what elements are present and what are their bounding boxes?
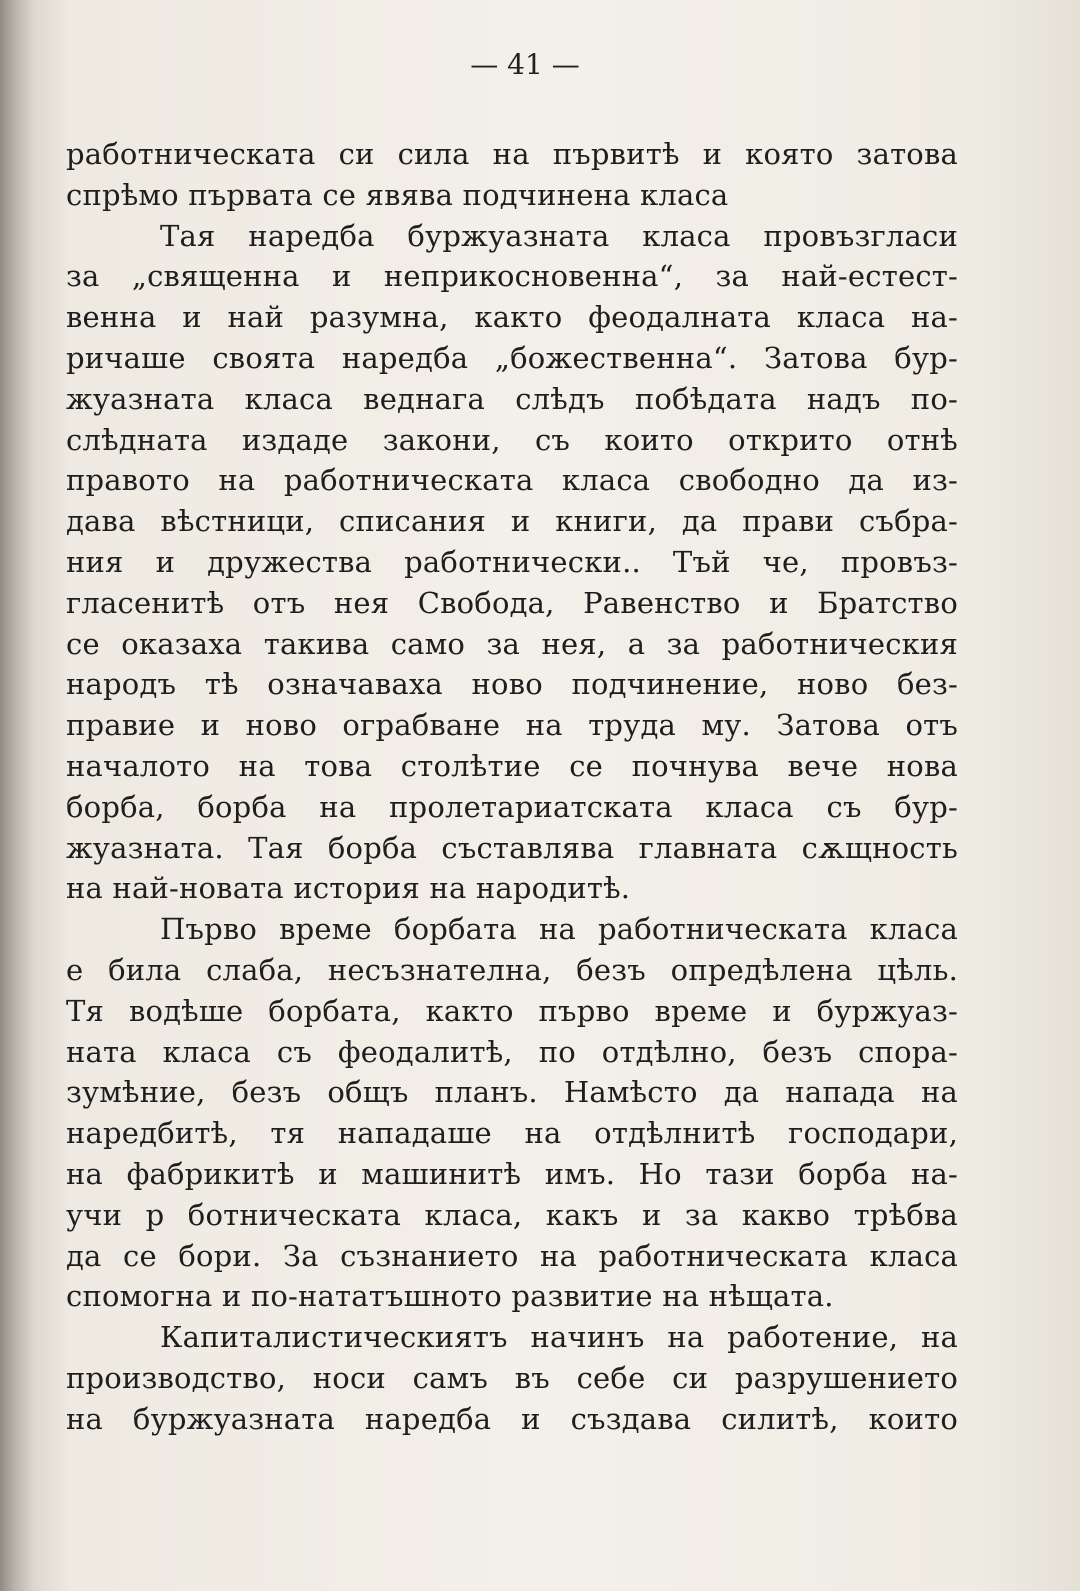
text-line: е била слаба, несъзнателна, безъ опредѣлена цѣль. bbox=[66, 952, 958, 987]
text-line: се оказаха такива само за нея, а за работническия bbox=[66, 626, 958, 661]
text-line: на буржуазната наредба и създава силитѣ, които bbox=[66, 1401, 958, 1436]
text-line: Тая наредба буржуазната класа провъзгласи bbox=[160, 218, 958, 253]
text-line: Първо време борбата на работническата класа bbox=[160, 912, 958, 947]
text-line: ричаше своята наредба „божественна“. Затова бур- bbox=[66, 340, 958, 375]
page-number: — 41 — bbox=[470, 48, 580, 81]
text-line: ния и дружества работнически.. Тъй че, провъз- bbox=[66, 544, 958, 579]
text-line: спомогна и по-нататъшното развитие на нѣщата. bbox=[66, 1279, 834, 1314]
text-line: на най-новата история на народитѣ. bbox=[66, 871, 631, 906]
text-line: зумѣние, безъ общъ планъ. Намѣсто да напада на bbox=[66, 1075, 958, 1110]
body-text bbox=[66, 134, 958, 1440]
text-line: жуазната класа веднага слѣдъ побѣдата надъ по- bbox=[66, 381, 958, 416]
text-line: наредбитѣ, тя нападаше на отдѣлнитѣ господари, bbox=[66, 1116, 958, 1151]
text-line: правие и ново ограбване на труда му. Затова отъ bbox=[66, 708, 958, 743]
text-line: ната класа съ феодалитѣ, по отдѣлно, безъ спора- bbox=[66, 1034, 958, 1069]
text-line: Тя водѣше борбата, както първо време и буржуаз- bbox=[66, 993, 958, 1028]
text-line: учи р ботническата класа, какъ и за какво трѣбва bbox=[66, 1197, 958, 1232]
text-line: борба, борба на пролетариатската класа съ бур- bbox=[66, 789, 958, 824]
text-line: Капиталистическиятъ начинъ на работение, на bbox=[160, 1320, 958, 1355]
text-line: на фабрикитѣ и машинитѣ имъ. Но тази борба на- bbox=[66, 1156, 958, 1191]
text-line: началото на това столѣтие се почнува вече нова bbox=[66, 748, 958, 783]
text-line: работническата си сила на първитѣ и която затова bbox=[66, 137, 958, 171]
text-line: правото на работническата класа свободно да из- bbox=[66, 463, 958, 498]
text-line: венна и най разумна, както феодалната класа на- bbox=[66, 300, 958, 335]
text-line: жуазната. Тая борба съставлява главната сѫщность bbox=[66, 830, 958, 865]
text-line: производство, носи самъ въ себе си разрушението bbox=[66, 1360, 958, 1395]
text-line: спрѣмо първата се явява подчинена класа bbox=[66, 177, 729, 212]
text-line: за „священна и неприкосновенна“, за най-естест- bbox=[66, 259, 958, 294]
text-line: гласенитѣ отъ нея Свобода, Равенство и Братство bbox=[66, 585, 958, 620]
text-line: народъ тѣ означаваха ново подчинение, ново без- bbox=[66, 667, 958, 702]
text-line: да се бори. За съзнанието на работническата класа bbox=[66, 1238, 958, 1273]
text-line: слѣдната издаде закони, съ които открито отнѣ bbox=[66, 422, 958, 457]
text-line: дава вѣстници, списания и книги, да прави събра- bbox=[66, 504, 958, 539]
